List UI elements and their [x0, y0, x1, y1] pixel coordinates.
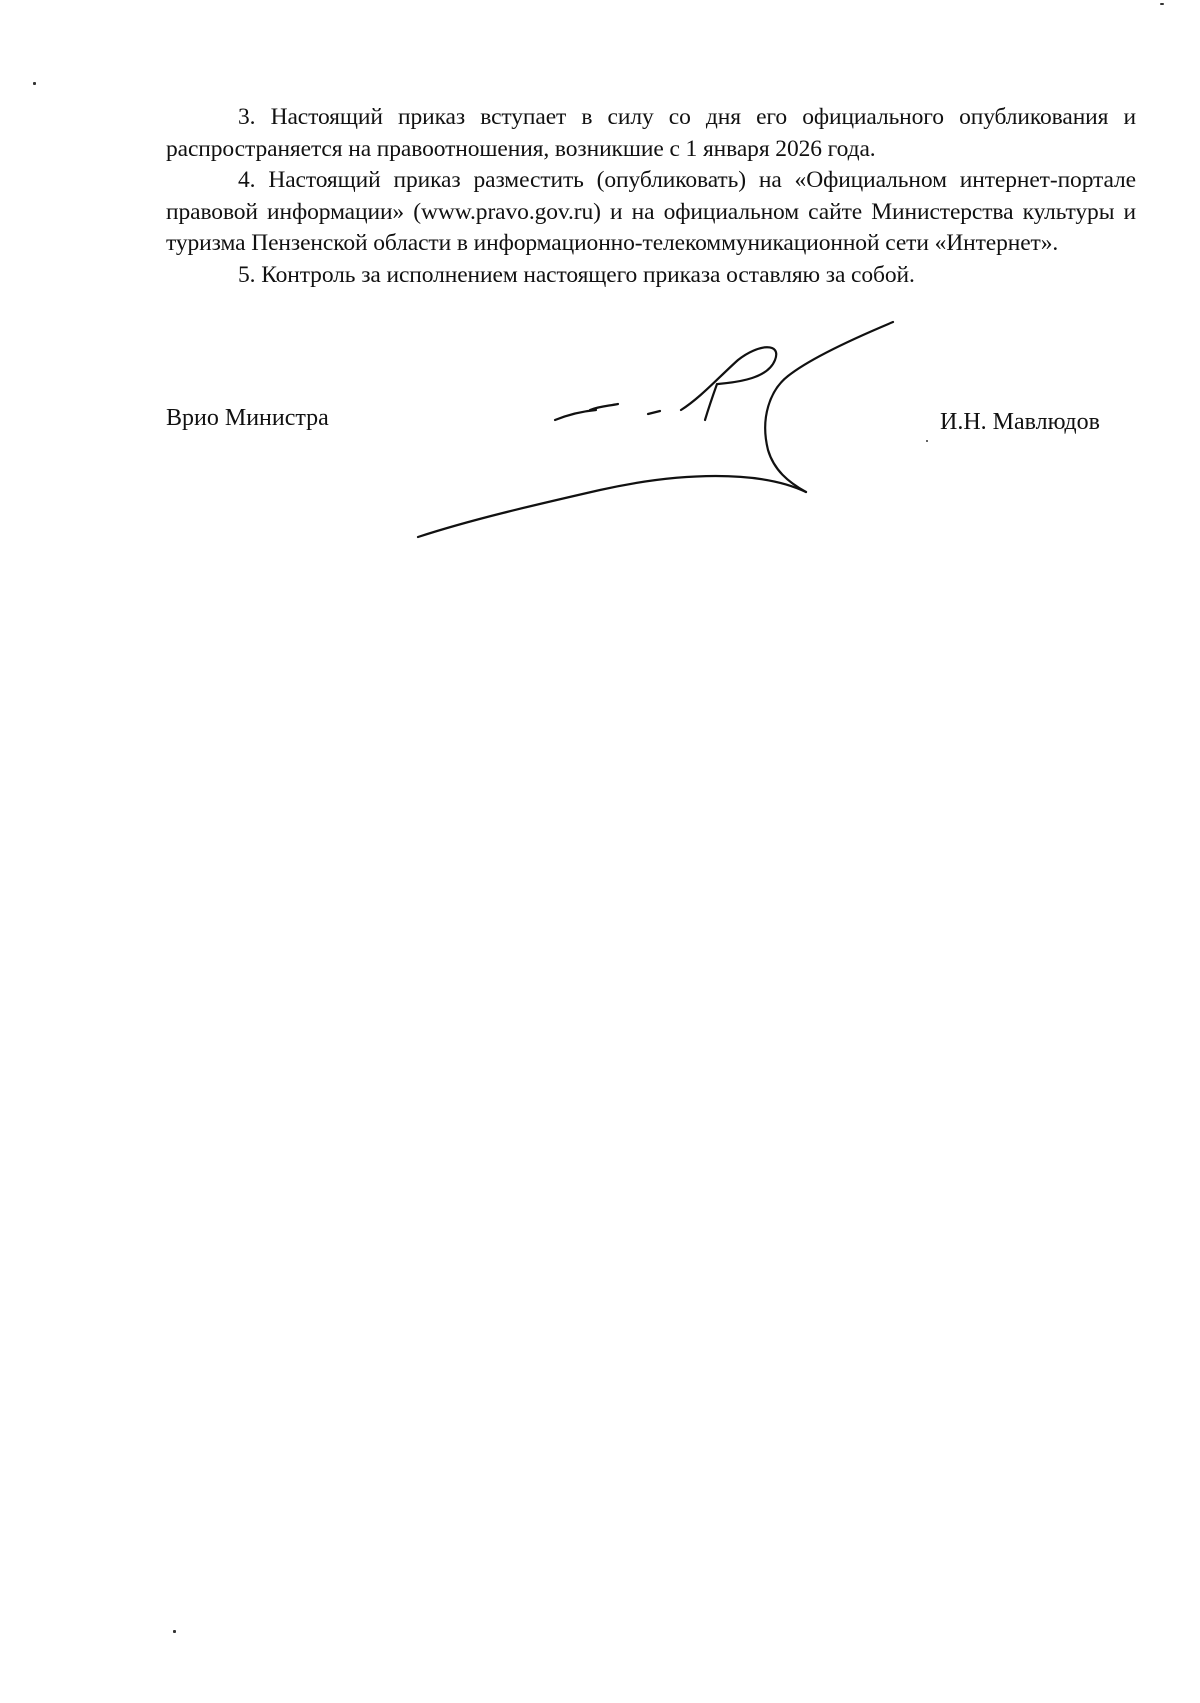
scan-speck [33, 82, 36, 85]
paragraph-control: 5. Контроль за исполнением настоящего приказа оставляю за собой. [238, 261, 915, 288]
scan-speck [173, 1630, 176, 1633]
scan-speck [1160, 3, 1164, 5]
paragraph-publication: 4. Настоящий приказ разместить (опубликовать) на «Официальном интернет-портале правовой информации» (www.pravo.gov.ru) и на официальном сайте Министерства культуры и туризма Пензенской области в информационно-телекоммуникационной сети «Интернет». [166, 167, 1136, 256]
signer-name: И.Н. Мавлюдов [940, 409, 1100, 435]
signature-block [0, 0, 1200, 600]
handwritten-signature [0, 0, 1200, 600]
signer-position: Врио Министра [166, 405, 329, 431]
paragraph-effective-date: 3. Настоящий приказ вступает в силу со дня его официального опубликования и распространяется на правоотношения, возникшие с 1 января 2026 года. [166, 104, 1136, 162]
scan-speck [926, 440, 928, 442]
